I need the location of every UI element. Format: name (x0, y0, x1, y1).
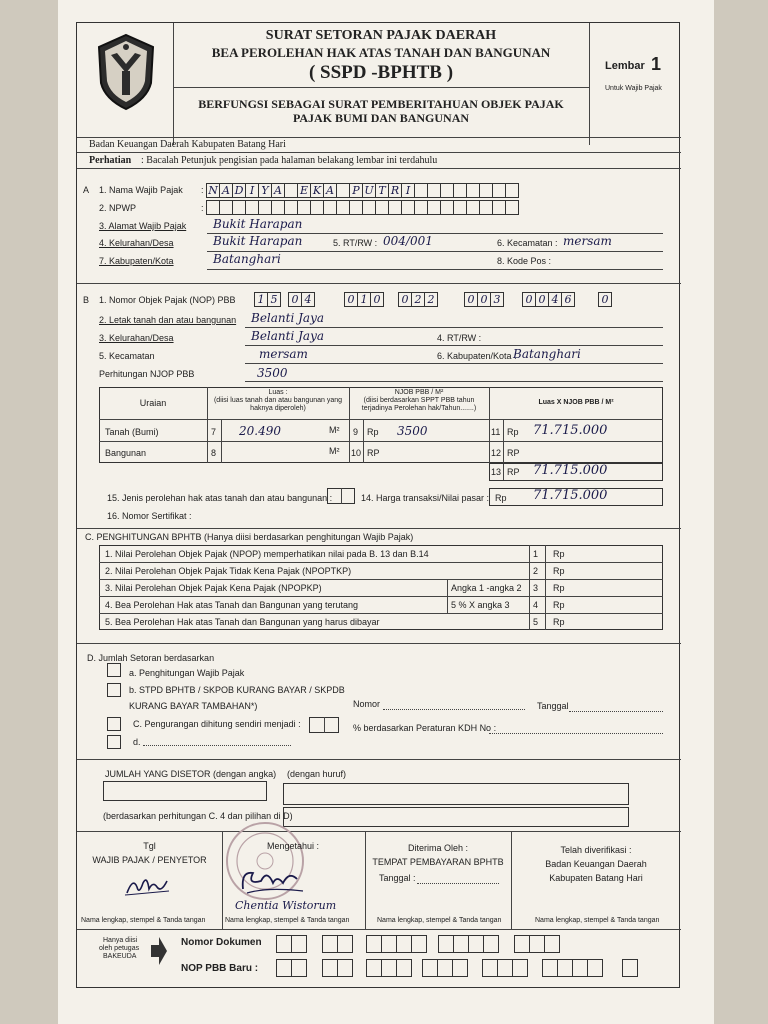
label-kelurahan-a: 4. Kelurahan/Desa (99, 238, 174, 248)
value-kelurahan-a[interactable]: Bukit Harapan (213, 234, 303, 248)
option-b-label-2: KURANG BAYAR TAMBAHAN*) (129, 701, 258, 711)
nop-baru-label: NOP PBB Baru : (181, 963, 259, 974)
nomor-label: Nomor (353, 699, 381, 709)
nop-baru-cell[interactable] (512, 959, 528, 977)
sign-col3-date: Tanggal : (379, 873, 416, 883)
label-letak: 2. Letak tanah dan atau bangunan (99, 315, 237, 325)
cell-m2-bangunan: M² (329, 446, 340, 456)
nomor-dokumen-label: Nomor Dokumen (181, 937, 262, 948)
section-c-row-number: 1 (533, 549, 539, 559)
sign-col3-label: Diterima Oleh : (407, 843, 469, 853)
label-kecamatan-a: 6. Kecamatan : (497, 238, 558, 248)
sign-col1-tgl: Tgl (143, 841, 156, 851)
nomor-dokumen-group[interactable] (367, 935, 427, 953)
cell-rp-14: Rp (495, 493, 507, 503)
section-c-row-label: 4. Bea Perolehan Hak atas Tanah dan Bangunan yang terutang (105, 600, 359, 610)
section-c-row-rp: Rp (553, 583, 565, 593)
section-c-row-label: 2. Nilai Perolehan Objek Pajak Tidak Kena Pajak (NPOPTKP) (105, 566, 352, 576)
name-char-cell[interactable]: R (388, 183, 402, 198)
label-nop: 1. Nomor Objek Pajak (NOP) PBB (99, 295, 236, 305)
nop-digit-cell[interactable]: 4 (301, 292, 315, 307)
nomor-dokumen-cell[interactable] (396, 935, 412, 953)
name-char-cell[interactable]: U (362, 183, 376, 198)
name-char-cell[interactable]: A (271, 183, 285, 198)
table-header-njob-sub: (diisi berdasarkan SPPT PBB tahun terjadinya Perolehan hak/Tahun.......) (361, 397, 477, 412)
name-char-cell[interactable] (336, 183, 350, 198)
nomor-dokumen-cell[interactable] (337, 935, 353, 953)
nop-digit-cell[interactable]: 1 (254, 292, 268, 307)
nop-baru-cell[interactable] (276, 959, 292, 977)
section-c-row-rp: Rp (553, 600, 565, 610)
official-note-2: oleh petugas (99, 945, 140, 952)
name-char-cell[interactable]: N (206, 183, 220, 198)
nomor-dokumen-cell[interactable] (438, 935, 454, 953)
nop-group-2[interactable] (289, 292, 315, 307)
nomor-dokumen-cell[interactable] (381, 935, 397, 953)
section-c-row-rp: Rp (553, 549, 565, 559)
cell-rp-13: RP (507, 467, 520, 477)
nop-group-4[interactable] (399, 292, 438, 307)
cell-num-10: 10 (351, 448, 362, 458)
value-njop-tanah[interactable]: 3500 (397, 424, 428, 438)
name-char-cell[interactable]: E (297, 183, 311, 198)
cell-m2-tanah: M² (329, 425, 340, 435)
nop-digit-cell[interactable]: 4 (548, 292, 562, 307)
signature-mengetahui (237, 865, 309, 897)
nomor-dokumen-cell[interactable] (544, 935, 560, 953)
nop-digit-cell[interactable]: 0 (522, 292, 536, 307)
name-char-cell[interactable]: A (323, 183, 337, 198)
attention-label: Perhatian (89, 155, 132, 166)
nomor-dokumen-cell[interactable] (453, 935, 469, 953)
nop-baru-cell[interactable] (622, 959, 638, 977)
nomor-dokumen-cell[interactable] (276, 935, 292, 953)
nop-baru-cell[interactable] (482, 959, 498, 977)
name-char-cell[interactable]: I (401, 183, 415, 198)
jumlah-note: (berdasarkan perhitungan C. 4 dan pilihan di D) (103, 811, 293, 821)
name-char-cell[interactable]: T (375, 183, 389, 198)
nomor-dokumen-cell[interactable] (483, 935, 499, 953)
official-note-1: Hanya diisi (103, 937, 138, 944)
nop-digit-cell[interactable]: 6 (561, 292, 575, 307)
name-char-cell[interactable] (466, 183, 480, 198)
option-b-label: b. STPD BPHTB / SKPOB KURANG BAYAR / SKPDB (129, 685, 345, 695)
nop-digit-cell[interactable]: 5 (267, 292, 281, 307)
nop-baru-cell[interactable] (452, 959, 468, 977)
name-char-cell[interactable] (505, 183, 519, 198)
label-njop: Perhitungan NJOP PBB (99, 369, 195, 379)
option-b-checkbox[interactable] (107, 683, 121, 697)
value-kecamatan-b[interactable]: mersam (259, 347, 308, 361)
sign-col2-note: Nama lengkap, stempel & Tanda tangan (225, 917, 350, 924)
cell-num-12: 12 (491, 448, 502, 458)
value-kecamatan-a[interactable]: mersam (563, 234, 612, 248)
row-tanah-label: Tanah (Bumi) (105, 427, 159, 437)
nop-digit-cell[interactable]: 0 (535, 292, 549, 307)
option-d-checkbox[interactable] (107, 735, 121, 749)
nop-baru-cell[interactable] (497, 959, 513, 977)
nop-group-3[interactable] (345, 292, 384, 307)
label-rtrw-b: 4. RT/RW : (437, 333, 482, 343)
nop-digit-cell[interactable]: 2 (411, 292, 425, 307)
jumlah-angka-label: JUMLAH YANG DISETOR (dengan angka) (105, 769, 277, 779)
name-char-cell[interactable] (440, 183, 454, 198)
section-c-row-number: 3 (533, 583, 539, 593)
nop-baru-cell[interactable] (291, 959, 307, 977)
arrow-right-icon (151, 937, 167, 965)
logo-emblem (95, 33, 157, 111)
nop-digit-cell[interactable]: 0 (477, 292, 491, 307)
nop-group-1[interactable] (255, 292, 281, 307)
nomor-dokumen-cell[interactable] (366, 935, 382, 953)
nomor-dokumen-cell[interactable] (514, 935, 530, 953)
nomor-dokumen-cell[interactable] (322, 935, 338, 953)
section-b-letter: B (83, 295, 90, 305)
name-char-cell[interactable] (414, 183, 428, 198)
nomor-dokumen-cell[interactable] (291, 935, 307, 953)
form-title-2: BEA PEROLEHAN HAK ATAS TANAH DAN BANGUNAN (211, 45, 551, 60)
nomor-dokumen-group[interactable] (439, 935, 499, 953)
nop-digit-cell[interactable]: 0 (344, 292, 358, 307)
nop-baru-cell[interactable] (437, 959, 453, 977)
name-char-cell[interactable] (492, 183, 506, 198)
sspd-bphtb-form: SURAT SETORAN PAJAK DAERAH BEA PEROLEHAN HAK ATAS TANAH DAN BANGUNAN ( SSPD -BPHTB ) BERFUNGSI SEBAGAI SURAT PEMBERITAHUAN OBJEK PAJAK PAJAK BUMI DAN BANGUNAN Lembar 1 Untuk Wajib Pajak Badan Keuangan Daerah Kabupaten Batang Hari Perhatian : Bacalah Petunjuk pengisian pada halaman belakang lembar ini terdahulu A 1. Nama Wajib Pajak : N A D I Y A E K A P U T R I 2. NPWP : 3. Alamat Wajib Pajak Bukit Harapan 4. Kelurahan/Desa Bukit Harapan 5. RT/RW : 004/001 6. Kecamatan : mersam 7. Kabupaten/Kota Batanghari 8. Kode Pos : B 1. Nomor Objek Pajak (NOP) PBB 1 5 0 4 0 1 0 0 2 2 0 0 3 0 0 4 6 0 2. Letak tanah dan atau bangunan Belanti Jaya 3. Kelurahan/Desa Belanti Jaya 4. RT/RW : 5. Kecamatan mersam 6. Kabupaten/Kota : Batanghari Perhitungan NJOP PBB 3500 Uraian Luas : (diisi luas tanah dan atau bangunan yang haknya diperoleh) NJOB PBB / M² (diisi berdasarkan SPPT PBB tahun terjadinya Perolehan hak/Tahun.......) Luas X NJOB PBB / M² Tanah (Bumi) 7 20.490 M² 9 Rp 3500 11 Rp 71.715.000 Bangunan 8 M² 10 RP 12 RP 13 RP 71.715.000 15. Jenis perolehan hak atas tanah dan atau bangunan : 14. Harga transaksi/Nilai pasar : Rp 71.715.000 16. Nomor Sertifikat : C. PENGHITUNGAN BPHTB (Hanya diisi berdasarkan penghitungan Wajib Pajak) 1. Nilai Perolehan Objek Pajak (NPOP) memperhatikan nilai pada B. 13 dan B.14 1 Rp 2. Nilai Perolehan Objek Pajak Tidak Kena Pajak (NPOPTKP) 2 Rp 3. Nilai Perolehan Objek Pajak Kena Pajak (NPOPKP) Angka 1 -angka 2 3 Rp 4. Bea Perolehan Hak atas Tanah dan Bangunan yang terutang 5 % X angka 3 4 Rp 5. Bea Perolehan Hak atas Tanah dan Bangunan yang harus dibayar 5 Rp D. Jumlah Setoran berdasarkan a. Penghitungan Wajib Pajak b. STPD BPHTB / SKPOB KURANG BAYAR / SKPDB KURANG BAYAR TAMBAHAN*) Nomor Tanggal C. Pengurangan dihitung sendiri menjadi : % berdasarkan Peraturan KDH No : d. JUMLAH YANG DISETOR (dengan angka) (dengan huruf) (berdasarkan perhitungan C. 4 dan pilihan di D) Tgl WAJIB PAJAK / PENYETOR Nama lengkap, stempel & Tanda tangan Mengetahui : Chentia Wistorum Nama lengkap, stempel & Tanda tangan Diterima Oleh : TEMPAT PEMBAYARAN BPHTB Tanggal : Nama lengkap, stempel & Tanda tangan Telah diverifikasi : Badan Keuangan Daerah Kabupaten Batang Hari Nama lengkap, stempel & Tanda tangan Hanya diisi oleh petugas BAKEUDA Nomor Dokumen NOP PBB Baru : (76, 22, 680, 988)
nop-baru-group[interactable] (367, 959, 412, 977)
cell-num-7: 7 (211, 427, 217, 437)
section-c-row-extra: Angka 1 -angka 2 (451, 583, 522, 593)
table-header-njob: NJOB PBB / M² (394, 389, 444, 396)
sign-col4-note: Nama lengkap, stempel & Tanda tangan (535, 917, 660, 924)
agency-name: Badan Keuangan Daerah Kabupaten Batang Hari (89, 139, 286, 150)
form-title: SURAT SETORAN PAJAK DAERAH (265, 28, 497, 43)
cell-num-9: 9 (353, 427, 359, 437)
section-c-row-label: 3. Nilai Perolehan Objek Pajak Kena Pajak (NPOPKP) (105, 583, 322, 593)
value-kabupaten-b[interactable]: Batanghari (513, 347, 581, 361)
nop-baru-cell[interactable] (322, 959, 338, 977)
name-char-cell[interactable] (479, 183, 493, 198)
row-bangunan-label: Bangunan (105, 448, 147, 458)
value-kabupaten-a[interactable]: Batanghari (213, 252, 281, 266)
name-cells[interactable] (207, 183, 519, 198)
nop-baru-cell[interactable] (337, 959, 353, 977)
label-kecamatan-b: 5. Kecamatan (99, 351, 155, 361)
nomor-dokumen-cell[interactable] (411, 935, 427, 953)
label-harga-transaksi: 14. Harga transaksi/Nilai pasar : (361, 493, 490, 503)
section-c-row-extra: 5 % X angka 3 (451, 600, 510, 610)
table-header-luas: Luas : (268, 389, 288, 396)
form-subtitle-2: PAJAK BUMI DAN BANGUNAN (292, 111, 470, 125)
sign-col4-agency: Badan Keuangan Daerah (545, 859, 647, 869)
label-kabupaten-a: 7. Kabupaten/Kota (99, 256, 174, 266)
sign-col4-region: Kabupaten Batang Hari (549, 873, 643, 883)
name-char-cell[interactable]: I (245, 183, 259, 198)
cell-num-13: 13 (491, 467, 502, 477)
nomor-dokumen-cell[interactable] (529, 935, 545, 953)
lembar-label: Lembar (605, 60, 645, 72)
option-c-checkbox[interactable] (107, 717, 121, 731)
nop-baru-group[interactable] (423, 959, 468, 977)
nop-baru-cell[interactable] (366, 959, 382, 977)
name-char-cell[interactable] (284, 183, 298, 198)
nop-baru-cell[interactable] (381, 959, 397, 977)
nop-digit-cell[interactable]: 0 (598, 292, 612, 307)
nop-group-6[interactable] (523, 292, 575, 307)
value-grand-total[interactable]: 71.715.000 (533, 463, 608, 478)
table-header-uraian: Uraian (139, 398, 167, 408)
jumlah-angka-input[interactable] (103, 781, 267, 801)
name-char-cell[interactable]: Y (258, 183, 272, 198)
tanggal-label: Tanggal (537, 701, 569, 711)
table-header-total: Luas X NJOB PBB / M² (538, 399, 614, 406)
label-kodepos: 8. Kode Pos : (497, 256, 552, 266)
cell-rp-9: Rp (367, 427, 379, 437)
nop-baru-cell[interactable] (587, 959, 603, 977)
label-nama-wp: 1. Nama Wajib Pajak (99, 185, 183, 195)
nomor-dokumen-group[interactable] (515, 935, 560, 953)
label-kabupaten-b: 6. Kabupaten/Kota : (437, 351, 517, 361)
section-a-letter: A (83, 185, 90, 195)
cell-rp-10: RP (367, 448, 380, 458)
jumlah-huruf-label: (dengan huruf) (287, 769, 347, 779)
value-rtrw-a[interactable]: 004/001 (383, 234, 433, 248)
nop-group-7[interactable] (599, 292, 612, 307)
label-jenis-perolehan: 15. Jenis perolehan hak atas tanah dan atau bangunan : (107, 493, 333, 503)
cell-rp-11: Rp (507, 427, 519, 437)
section-c-row-number: 4 (533, 600, 539, 610)
nop-baru-group[interactable] (483, 959, 528, 977)
nomor-dokumen-group[interactable] (323, 935, 353, 953)
section-c-title: C. PENGHITUNGAN BPHTB (Hanya diisi berdasarkan penghitungan Wajib Pajak) (85, 532, 414, 542)
nop-digit-cell[interactable]: 0 (370, 292, 384, 307)
name-char-cell[interactable] (427, 183, 441, 198)
value-luas-tanah[interactable]: 20.490 (239, 424, 281, 438)
label-rtrw-a: 5. RT/RW : (333, 238, 378, 248)
option-d-label: d. (133, 737, 141, 747)
table-header-luas-sub: (diisi luas tanah dan atau bangunan yang haknya diperoleh) (213, 397, 343, 412)
sign-col3-place: TEMPAT PEMBAYARAN BPHTB (372, 857, 504, 867)
jumlah-huruf-input-2[interactable] (283, 807, 629, 827)
cell-num-11: 11 (491, 427, 501, 437)
name-char-cell[interactable]: D (232, 183, 246, 198)
value-alamat[interactable]: Bukit Harapan (213, 217, 303, 231)
nop-baru-cell[interactable] (422, 959, 438, 977)
nop-baru-cell[interactable] (557, 959, 573, 977)
section-c-row-number: 5 (533, 617, 539, 627)
section-c-row-label: 1. Nilai Perolehan Objek Pajak (NPOP) memperhatikan nilai pada B. 13 dan B.14 (105, 549, 429, 559)
nop-digit-cell[interactable]: 3 (490, 292, 504, 307)
form-subtitle: BERFUNGSI SEBAGAI SURAT PEMBERITAHUAN OBJEK PAJAK (198, 97, 564, 111)
value-kelurahan-b[interactable]: Belanti Jaya (251, 329, 325, 343)
nop-digit-cell[interactable]: 2 (424, 292, 438, 307)
label-alamat: 3. Alamat Wajib Pajak (99, 221, 187, 231)
section-d-title: D. Jumlah Setoran berdasarkan (87, 653, 215, 663)
sign-col1-role: WAJIB PAJAK / PENYETOR (92, 855, 207, 865)
cell-num-8: 8 (211, 448, 217, 458)
nop-baru-group[interactable] (277, 959, 307, 977)
nop-digit-cell[interactable]: 1 (357, 292, 371, 307)
attention-text: : Bacalah Petunjuk pengisian pada halaman belakang lembar ini terdahulu (141, 155, 438, 166)
name-char-cell[interactable]: A (219, 183, 233, 198)
sign-col1-note: Nama lengkap, stempel & Tanda tangan (81, 917, 206, 924)
nop-baru-cell[interactable] (572, 959, 588, 977)
section-c-row-rp: Rp (553, 617, 565, 627)
value-letak[interactable]: Belanti Jaya (251, 311, 325, 325)
value-njop-note[interactable]: 3500 (257, 366, 288, 380)
section-c-row-rp: Rp (553, 566, 565, 576)
option-c-label: C. Pengurangan dihitung sendiri menjadi : (133, 719, 301, 729)
nop-baru-cell[interactable] (542, 959, 558, 977)
official-note-3: BAKEUDA (103, 953, 137, 960)
nop-digit-cell[interactable]: 0 (398, 292, 412, 307)
label-nomor-sertifikat: 16. Nomor Sertifikat : (107, 511, 192, 521)
value-harga-transaksi[interactable]: 71.715.000 (533, 488, 608, 503)
name-char-cell[interactable]: P (349, 183, 363, 198)
nop-digit-cell[interactable]: 0 (288, 292, 302, 307)
section-c-row-number: 2 (533, 566, 539, 576)
sign-col2-name: Chentia Wistorum (235, 899, 337, 912)
signature-wajib-pajak (123, 873, 173, 899)
lembar-note: Untuk Wajib Pajak (605, 85, 662, 92)
name-char-cell[interactable] (453, 183, 467, 198)
nomor-dokumen-cell[interactable] (468, 935, 484, 953)
sign-col3-note: Nama lengkap, stempel & Tanda tangan (377, 917, 502, 924)
nop-baru-group[interactable] (543, 959, 603, 977)
nop-baru-group[interactable] (323, 959, 353, 977)
option-a-checkbox[interactable] (107, 663, 121, 677)
option-c-note: % berdasarkan Peraturan KDH No : (353, 723, 497, 733)
option-a-label: a. Penghitungan Wajib Pajak (129, 668, 245, 678)
section-c-row-label: 5. Bea Perolehan Hak atas Tanah dan Bangunan yang harus dibayar (105, 617, 380, 627)
lembar-number: 1 (651, 54, 662, 74)
label-kelurahan-b: 3. Kelurahan/Desa (99, 333, 174, 343)
nop-baru-cell[interactable] (396, 959, 412, 977)
npwp-cells[interactable] (207, 200, 519, 215)
nomor-dokumen-group[interactable] (277, 935, 307, 953)
label-npwp: 2. NPWP (99, 203, 137, 213)
nop-baru-group[interactable] (623, 959, 638, 977)
nop-group-5[interactable] (465, 292, 504, 307)
sign-col4-label: Telah diverifikasi : (560, 845, 632, 855)
cell-rp-12: RP (507, 448, 520, 458)
sign-col2-label: Mengetahui : (267, 841, 320, 851)
jumlah-huruf-input[interactable] (283, 783, 629, 805)
form-code: ( SSPD -BPHTB ) (308, 62, 454, 83)
name-char-cell[interactable]: K (310, 183, 324, 198)
value-total-tanah[interactable]: 71.715.000 (533, 423, 608, 438)
nop-digit-cell[interactable]: 0 (464, 292, 478, 307)
